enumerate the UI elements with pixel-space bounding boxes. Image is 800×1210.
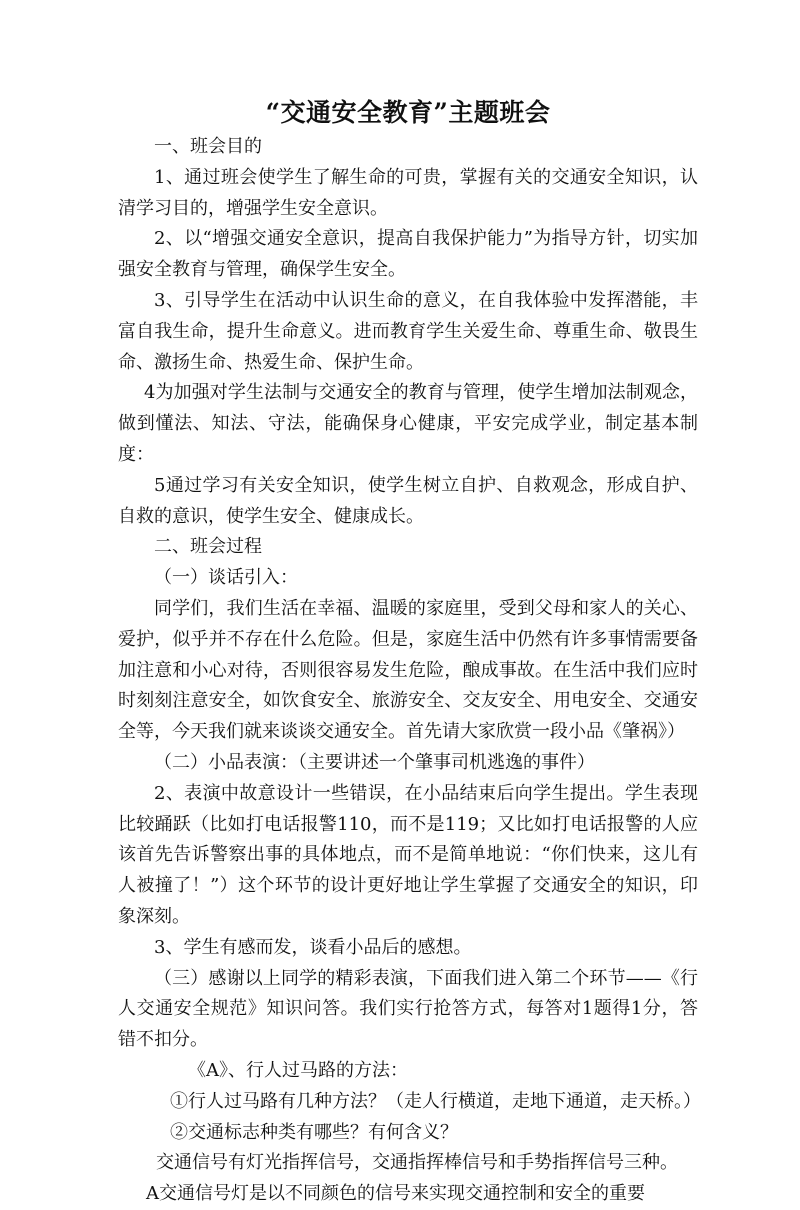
- document-page: [118, 98, 701, 1210]
- section-heading-process: 二、班会过程: [154, 536, 262, 558]
- paragraph-signal-lights: A交通信号灯是以不同颜色的信号来实现交通控制和安全的重要: [146, 1183, 645, 1205]
- paragraph-purpose-1: 1、通过班会使学生了解生命的可贵，掌握有关的交通安全知识，认清学习目的，增强学生安全意识。: [118, 166, 698, 219]
- paragraph-purpose-4: 4为加强对学生法制与交通安全的教育与管理，使学生增加法制观念，做到懂法、知法、守法，能确保身心健康，平安完成学业，制定基本制度：: [118, 382, 698, 465]
- paragraph-purpose-2: 2、以“增强交通安全意识，提高自我保护能力”为指导方针，切实加强安全教育与管理，确保学生安全。: [118, 228, 698, 281]
- document-title: “交通安全教育”主题班会: [265, 98, 551, 127]
- section-heading-purpose: 一、班会目的: [154, 136, 262, 157]
- paragraph-quiz-intro: （三）感谢以上同学的精彩表演，下面我们进入第二个环节——《行人交通安全规范》知识问答。我们实行抢答方式，每答对1题得1分，答错不扣分。: [118, 967, 698, 1051]
- paragraph-skit-2: 2、表演中故意设计一些错误，在小品结束后向学生提出。学生表现比较踊跃（比如打电话报警110，而不是119；又比如打电话报警的人应该首先告诉警察出事的具体地点，而不是简单地说：“你们快来，这儿有人被撞了！”）这个环节的设计更好地让学生掌握了交通安全的知识，印象深刻。: [118, 782, 698, 927]
- question-1: ①行人过马路有几种方法？（走人行横道，走地下通道，走天桥。）: [170, 1090, 701, 1112]
- paragraph-purpose-5: 5通过学习有关安全知识，使学生树立自护、自救观念，形成自护、自救的意识，使学生安全、健康成长。: [118, 474, 698, 527]
- paragraph-signals: 交通信号有灯光指挥信号，交通指挥棒信号和手势指挥信号三种。: [156, 1152, 678, 1174]
- subheading-skit: （二）小品表演：（主要讲述一个肇事司机逃逸的事件）: [154, 751, 595, 773]
- paragraph-intro: 同学们，我们生活在幸福、温暖的家庭里，受到父母和家人的关心、爱护，似乎并不存在什么危险。但是，家庭生活中仍然有许多事情需要备加注意和小心对待，否则很容易发生危险，酿成事故。在生活中我们应时时刻刻注意安全，如饮食安全、旅游安全、交友安全、用电安全、交通安全等，今天我们就来谈谈交通安全。首先请大家欣赏一段小品《肇祸》）: [118, 597, 698, 743]
- paragraph-purpose-3: 3、引导学生在活动中认识生命的意义，在自我体验中发挥潜能，丰富自我生命，提升生命意义。进而教育学生关爱生命、尊重生命、敬畏生命、激扬生命、热爱生命、保护生命。: [118, 289, 698, 373]
- paragraph-skit-3: 3、学生有感而发，谈看小品后的感想。: [154, 936, 472, 958]
- question-2: ②交通标志种类有哪些？有何含义？: [170, 1121, 458, 1143]
- subheading-intro: （一）谈话引入：: [154, 567, 298, 589]
- subheading-crossing: 《A》、行人过马路的方法：: [188, 1059, 408, 1081]
